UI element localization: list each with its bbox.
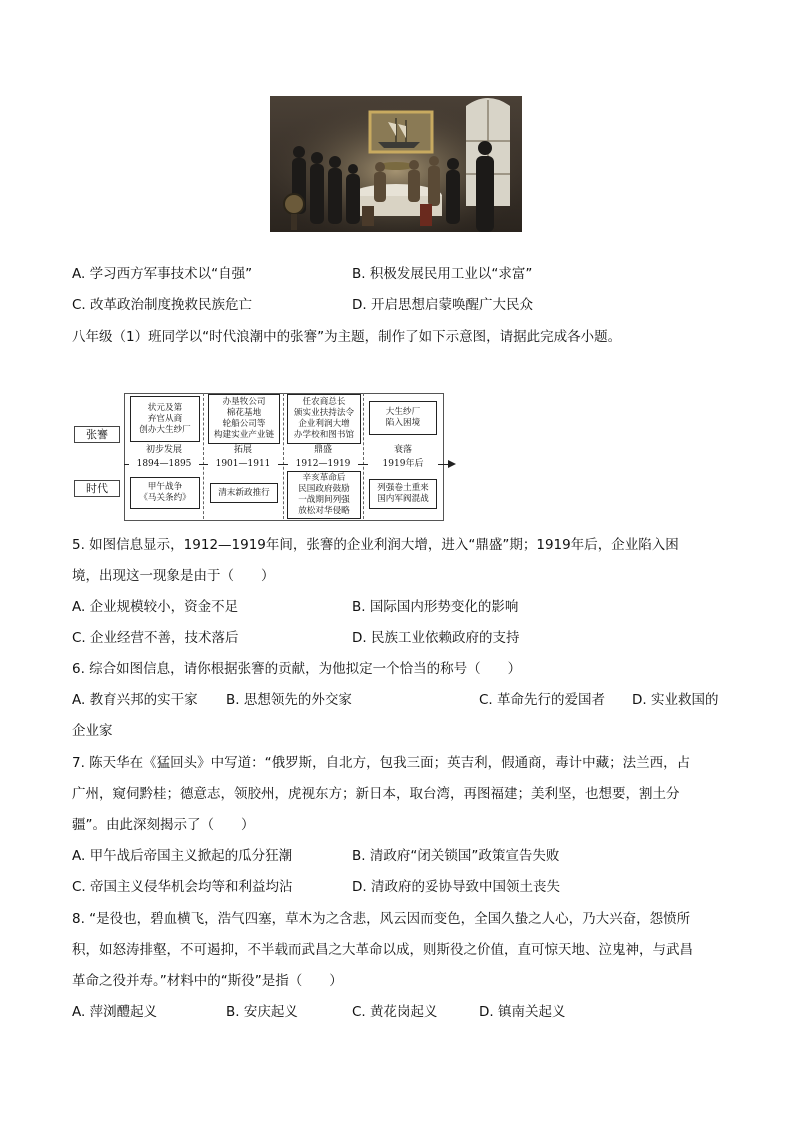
q8-option-b: B. 安庆起义	[226, 1004, 298, 1020]
box-text: 甲午战争	[147, 482, 183, 492]
stage-peak: 鼎盛	[313, 445, 332, 455]
q6-option-b: B. 思想领先的外交家	[226, 692, 352, 708]
period-1: 1894—1895	[129, 458, 199, 470]
q6-option-c: C. 革命先行的爱国者	[479, 692, 606, 708]
box-text: 清末新政推行	[218, 487, 270, 498]
stage-decline: 衰落	[393, 445, 412, 455]
q7-stem-line3: 疆”。由此深刻揭示了（ ）	[72, 817, 255, 833]
q7-option-d: D. 清政府的妥协导致中国领土丧失	[352, 879, 560, 895]
row-label-era: 时代	[74, 480, 120, 497]
q8-stem-line3: 革命之役并寿。”材料中的“斯役”是指（ ）	[72, 973, 343, 989]
box-text: 创办大生纱厂	[139, 424, 191, 435]
q8-stem-line1: 8. “是役也，碧血横飞，浩气四塞，草木为之含悲，风云因而变色，全国久蛰之人心，乃大兴奋，怨愤所	[72, 911, 691, 927]
zhangjian-box-2	[208, 394, 280, 444]
zhangjian-box-4	[369, 401, 437, 435]
q4-option-c: C. 改革政治制度挽救民族危亡	[72, 297, 253, 313]
box-text: 任农商总长	[302, 397, 346, 407]
box-text: 一战期间列强	[298, 495, 350, 505]
q7-option-b: B. 清政府“闭关锁国”政策宣告失败	[352, 848, 560, 864]
q5-stem-line1: 5. 如图信息显示，1912—1919年间，张謇的企业利润大增，进入“鼎盛”期；1919年后，企业陷入困	[72, 537, 679, 553]
stage-expansion: 拓展	[233, 445, 252, 455]
box-text: 大生纱厂	[385, 407, 421, 417]
q6-option-a: A. 教育兴邦的实干家	[72, 692, 198, 708]
box-text: 办学校和图书馆	[293, 430, 355, 440]
box-text: 状元及第	[147, 402, 183, 413]
box-text: 办垦牧公司	[222, 397, 266, 407]
painting-scene	[270, 96, 522, 232]
zhangjian-box-1	[130, 396, 200, 442]
column-divider	[203, 393, 204, 519]
box-text: 放松对华侵略	[298, 506, 350, 516]
q5-option-d: D. 民族工业依赖政府的支持	[352, 630, 520, 646]
column-divider	[283, 393, 284, 519]
q7-option-a: A. 甲午战后帝国主义掀起的瓜分狂潮	[72, 848, 293, 864]
q8-option-a: A. 萍浏醴起义	[72, 1004, 158, 1020]
q5-option-a: A. 企业规模较小，资金不足	[72, 599, 239, 615]
q6-stem: 6. 综合如图信息，请你根据张謇的贡献，为他拟定一个恰当的称号（ ）	[72, 661, 522, 677]
historical-painting	[270, 96, 522, 232]
period-3: 1912—1919	[288, 458, 358, 470]
q4-option-a: A. 学习西方军事技术以“自强”	[72, 266, 253, 282]
zhang-jian-timeline-diagram	[72, 393, 462, 521]
arrow-head-icon	[448, 460, 456, 468]
box-text: 国内军阀混战	[377, 494, 429, 504]
q8-option-d: D. 镇南关起义	[479, 1004, 566, 1020]
q7-option-c: C. 帝国主义侵华机会均等和利益均沾	[72, 879, 293, 895]
box-text: 构建实业产业链	[213, 430, 275, 440]
zhangjian-box-3	[287, 394, 361, 444]
column-divider	[363, 393, 364, 519]
q4-option-d: D. 开启思想启蒙唤醒广大民众	[352, 297, 533, 313]
q7-stem-line2: 广州，窥伺黔桂；德意志，领胶州，虎视东方；新日本，取台湾，再图福建；美利坚，也想要，割土分	[72, 786, 680, 802]
q8-stem-line2: 积，如怒涛排壑，不可遏抑，不半载而武昌之大革命以成，则斯役之价值，直可惊天地、泣鬼神，与武昌	[72, 942, 693, 958]
box-text: 《马关条约》	[139, 493, 191, 503]
q6-option-d: D. 实业救国的	[632, 692, 719, 708]
q5-option-b: B. 国际国内形势变化的影响	[352, 599, 519, 615]
q6-option-d-cont: 企业家	[72, 723, 113, 739]
box-text: 轮船公司等	[222, 419, 266, 429]
q5-option-c: C. 企业经营不善，技术落后	[72, 630, 239, 646]
q7-stem-line1: 7. 陈天华在《猛回头》中写道：“俄罗斯，自北方，包我三面；英吉利，假通商，毒计中藏；法兰西，占	[72, 755, 691, 771]
era-box-1	[130, 477, 200, 509]
box-text: 列强卷土重来	[377, 483, 429, 493]
q5-stem-line2: 境，出现这一现象是由于（ ）	[72, 568, 275, 584]
box-text: 辛亥革命后	[302, 473, 346, 483]
era-box-2	[210, 483, 278, 503]
period-2: 1901—1911	[208, 458, 278, 470]
box-text: 棉花基地	[226, 408, 262, 418]
q8-option-c: C. 黄花岗起义	[352, 1004, 438, 1020]
box-text: 颁实业扶持法令	[293, 408, 355, 418]
q4-option-b: B. 积极发展民用工业以“求富”	[352, 266, 533, 282]
box-text: 弃官从商	[147, 413, 183, 424]
box-text: 民国政府鼓励	[298, 484, 350, 494]
era-box-4	[369, 479, 437, 509]
period-4: 1919年后	[368, 458, 438, 470]
box-text: 陷入困境	[385, 418, 421, 428]
row-label-zhangjian: 张謇	[74, 426, 120, 443]
stage-initial: 初步发展	[145, 445, 182, 455]
box-text: 企业利润大增	[298, 419, 350, 429]
intro-paragraph: 八年级（1）班同学以“时代浪潮中的张謇”为主题，制作了如下示意图，请据此完成各小题。	[72, 329, 622, 345]
era-box-3	[287, 471, 361, 519]
